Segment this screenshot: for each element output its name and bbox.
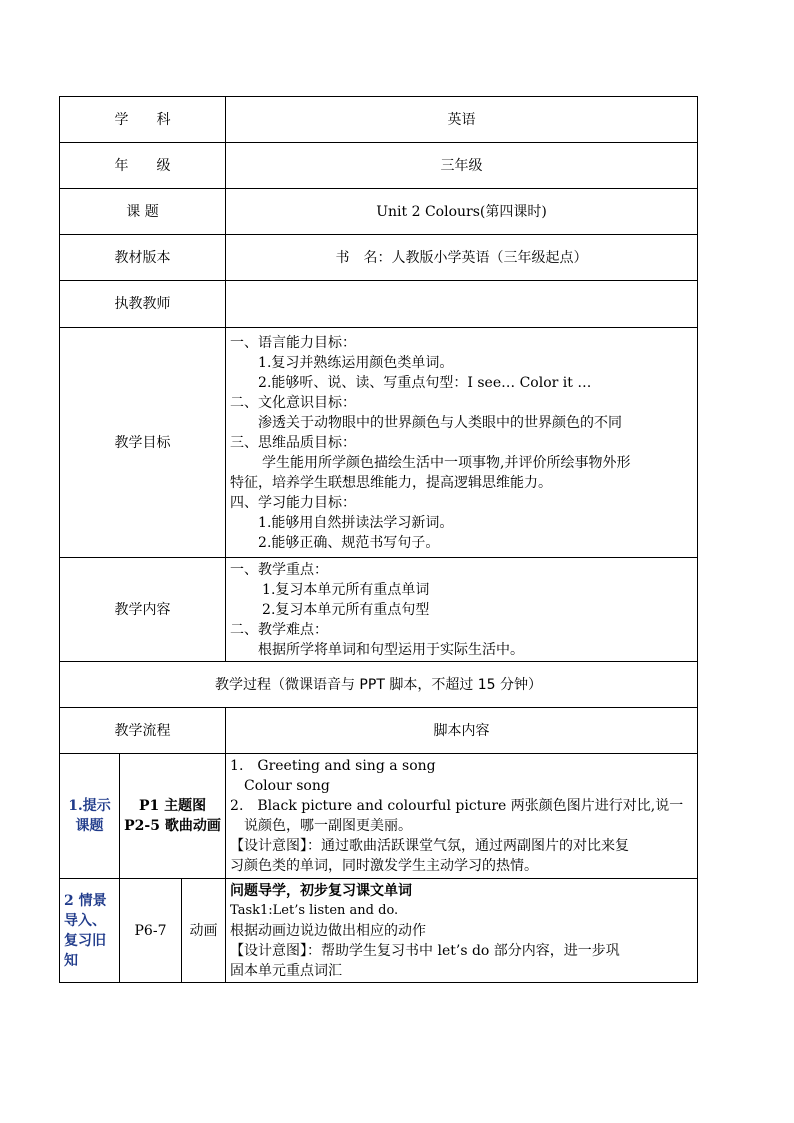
objective-line: 2.能够正确、规范书写句子。: [258, 534, 440, 551]
step2-row: [60, 879, 698, 983]
step1-line: 说颜色，哪一副图更美丽。: [244, 818, 413, 834]
process-header-row: [60, 662, 698, 708]
step1-line: 2. Black picture and colourful picture 两张颜色图片进行对比,说一: [230, 798, 684, 814]
flow-header-left: 教学流程: [60, 708, 226, 754]
objectives-row: [60, 328, 698, 558]
grade-row: [60, 143, 698, 189]
content-line: 2.复习本单元所有重点句型: [262, 601, 430, 618]
grade-label: 年 级: [60, 143, 226, 189]
step1-line: 习颜色类的单词，同时激发学生主动学习的热情。: [230, 858, 539, 874]
step2-line: 固本单元重点词汇: [230, 962, 343, 979]
content-line: 1.复习本单元所有重点单词: [262, 581, 430, 598]
subject-label: 学 科: [60, 97, 226, 143]
objective-line: 1.复习并熟练运用颜色类单词。: [258, 354, 454, 371]
objective-line: 学生能用所学颜色描绘生活中一项事物,并评价所绘事物外形: [262, 454, 631, 471]
objective-line: 一、语言能力目标：: [230, 334, 357, 351]
objectives-label: 教学目标: [60, 328, 226, 558]
teacher-label: 执教教师: [60, 281, 226, 328]
step1-slides: P1 主题图 P2-5 歌曲动画: [120, 754, 226, 879]
process-header: 教学过程（微课语音与 PPT 脚本，不超过 15 分钟）: [60, 662, 698, 708]
textbook-label: 教材版本: [60, 235, 226, 281]
objective-line: 三、思维品质目标：: [230, 434, 357, 451]
content-content: [226, 558, 698, 662]
step1-content: [226, 754, 698, 879]
objective-line: 渗透关于动物眼中的世界颜色与人类眼中的世界颜色的不同: [258, 414, 623, 431]
lesson-plan-table: [59, 96, 698, 983]
teacher-value: [226, 281, 698, 328]
step2-slides: P6-7: [120, 879, 182, 983]
step2-media: 动画: [182, 879, 226, 983]
objective-line: 二、文化意识目标：: [230, 394, 357, 411]
step2-title: 2 情景导入、复习旧知: [60, 879, 120, 983]
topic-row: [60, 189, 698, 235]
topic-value: Unit 2 Colours(第四课时): [226, 189, 698, 235]
content-row: [60, 558, 698, 662]
content-label: 教学内容: [60, 558, 226, 662]
objective-line: 2.能够听、说、读、写重点句型：I see… Color it …: [258, 374, 592, 391]
topic-label: 课 题: [60, 189, 226, 235]
content-line: 一、教学重点：: [230, 561, 329, 578]
step2-line: 问题导学，初步复习课文单词: [230, 882, 413, 899]
objective-line: 1.能够用自然拼读法学习新词。: [258, 514, 454, 531]
subject-value: 英语: [226, 97, 698, 143]
step1-title: 1.提示课题: [60, 754, 120, 879]
flow-header-right: 脚本内容: [226, 708, 698, 754]
step1-row: [60, 754, 698, 879]
step1-line: 【设计意图】：通过歌曲活跃课堂气氛，通过两副图片的对比来复: [230, 838, 630, 854]
objective-line: 四、学习能力目标：: [230, 494, 357, 511]
objectives-content: [226, 328, 698, 558]
teacher-row: [60, 281, 698, 328]
content-line: 根据所学将单词和句型运用于实际生活中。: [258, 641, 525, 658]
step2-line: Task1:Let’s listen and do.: [230, 902, 399, 918]
step1-line: Colour song: [244, 778, 330, 794]
textbook-row: [60, 235, 698, 281]
step2-line: 根据动画边说边做出相应的动作: [230, 922, 427, 939]
step1-line: 1. Greeting and sing a song: [230, 758, 436, 774]
subject-row: [60, 97, 698, 143]
content-line: 二、教学难点：: [230, 621, 329, 638]
objective-line: 特征，培养学生联想思维能力，提高逻辑思维能力。: [230, 474, 553, 491]
grade-value: 三年级: [226, 143, 698, 189]
step2-line: 【设计意图】：帮助学生复习书中 let’s do 部分内容，进一步巩: [230, 942, 620, 959]
step2-content: [226, 879, 698, 983]
textbook-value: 书 名：人教版小学英语（三年级起点）: [226, 235, 698, 281]
flow-header-row: [60, 708, 698, 754]
